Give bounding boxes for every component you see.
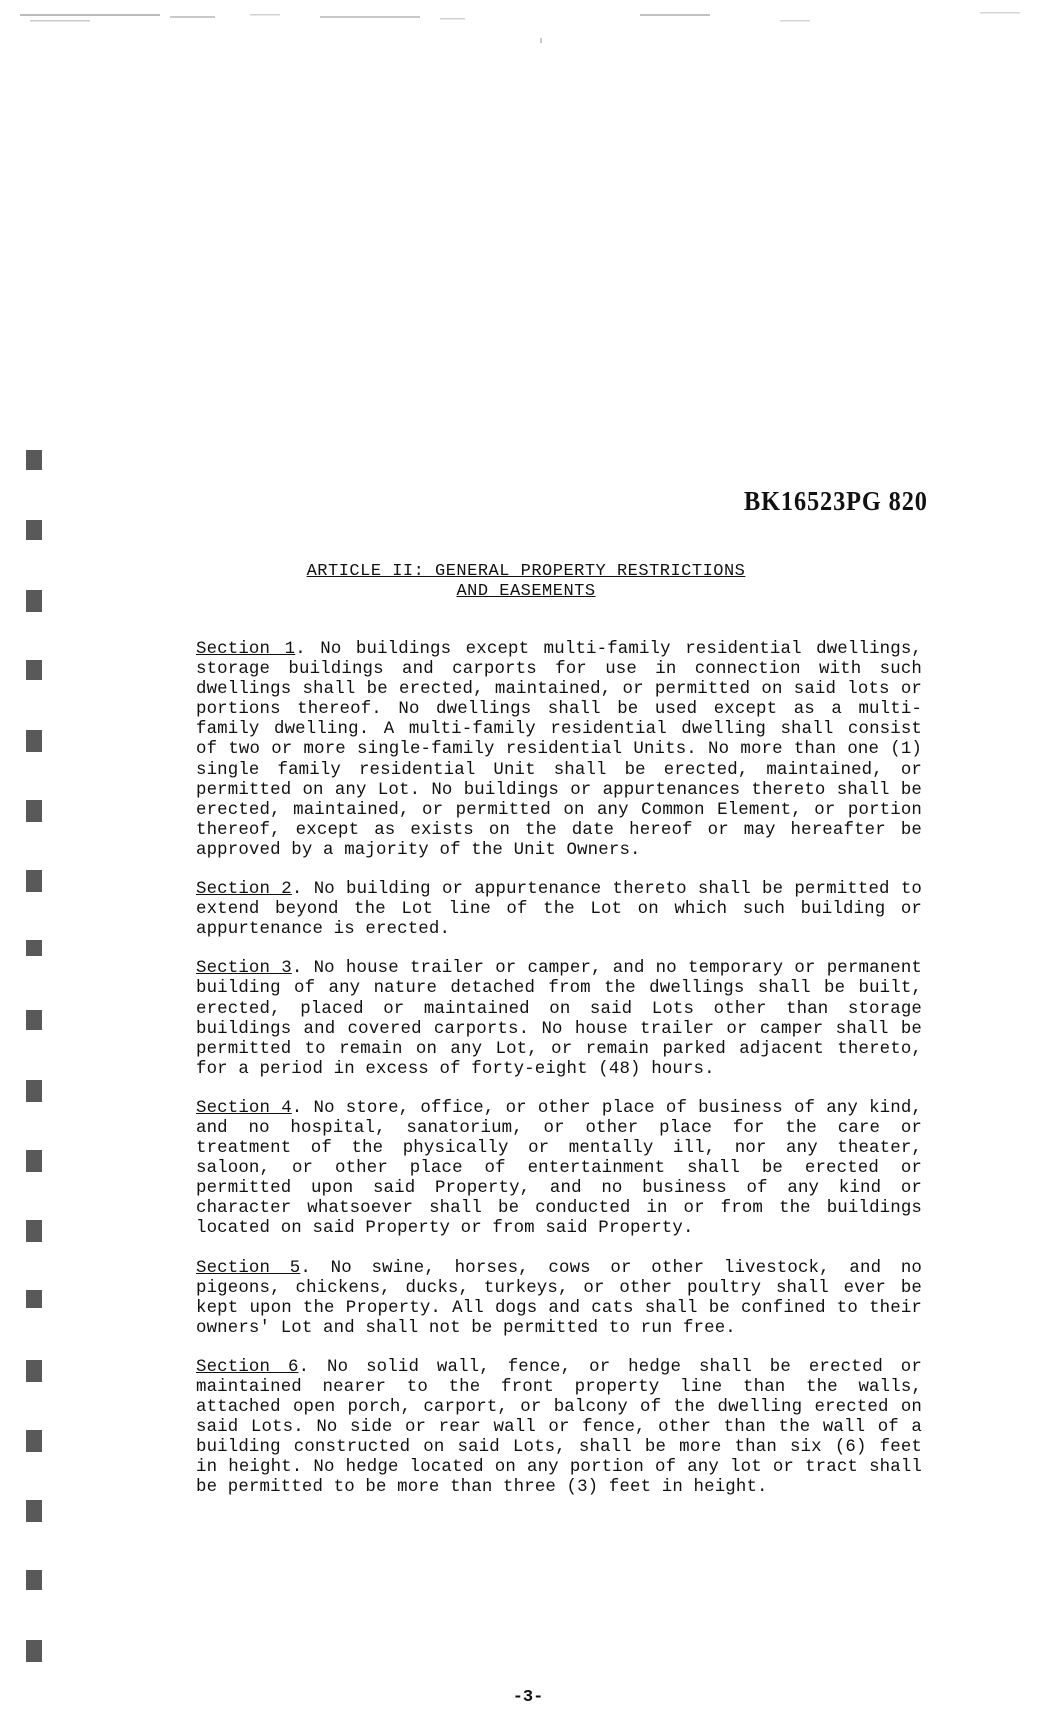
section-5: Section 5. No swine, horses, cows or other livestock, and no pigeons, chickens, ducks, turkeys, or other poultry shall ever be kept upon the Property. All dogs and cats shall be confined to their owners' Lot and shall not be permitted to run free. [196,1258,922,1338]
section-body: No building or appurtenance thereto shall be permitted to extend beyond the Lot line of the Lot on which such building or appurtenance is erected. [196,880,922,940]
section-heading: Section 5 [196,1258,301,1278]
sections-list [196,640,922,1518]
section-3: Section 3. No house trailer or camper, and no temporary or permanent building of any nature detached from the dwellings shall be built, erected, placed or maintained on said Lots other than storage buildings and covered carports. No house trailer or camper shall be permitted to remain on any Lot, or remain parked adjacent thereto, for a period in excess of forty-eight (48) hours. [196,959,922,1079]
section-body: No store, office, or other place of business of any kind, and no hospital, sanatorium, or other place for the care or treatment of the physically or mentally ill, nor any theater, saloon, or other place of entertainment shall be erected or permitted upon said Property, and no business of any kind or character whatsoever shall be conducted in or from the buildings located on said Property or from said Property. [196,1098,922,1239]
scan-noise-top [20,8,1030,48]
article-title-line-2: AND EASEMENTS [456,582,596,601]
section-6: Section 6. No solid wall, fence, or hedge shall be erected or maintained nearer to the front property line than the walls, attached open porch, carport, or balcony of the dwelling erected on said Lots. No side or rear wall or fence, other than the wall of a building constructed on said Lots, shall be more than six (6) feet in height. No hedge located on any portion of any lot or tract shall be permitted to be more than three (3) feet in height. [196,1357,922,1498]
section-4: Section 4. No store, office, or other place of business of any kind, and no hospital, sanatorium, or other place for the care or treatment of the physically or mentally ill, nor any theater, saloon, or other place of entertainment shall be erected or permitted upon said Property, and no business of any kind or character whatsoever shall be conducted in or from the buildings located on said Property or from said Property. [196,1098,922,1239]
section-body: No swine, horses, cows or other livestock, and no pigeons, chickens, ducks, turkeys, or other poultry shall ever be kept upon the Property. All dogs and cats shall be confined to their owners' Lot and shall not be permitted to run free. [196,1258,922,1338]
section-body: No solid wall, fence, or hedge shall be erected or maintained nearer to the front property line than the walls, attached open porch, carport, or balcony of the dwelling erected on said Lots. No side or rear wall or fence, other than the wall of a building constructed on said Lots, shall be more than six (6) feet in height. No hedge located on any portion of any lot or tract shall be permitted to be more than three (3) feet in height. [196,1357,922,1498]
section-heading: Section 1 [196,640,296,659]
section-heading: Section 2 [196,880,292,900]
section-1: Section 1. No buildings except multi-family residential dwellings, storage buildings and carports for use in connection with such dwellings shall be erected, maintained, or permitted on said lots or portions thereof. No dwellings shall be used except as a multi-family dwelling. A multi-family residential dwelling shall consist of two or more single-family residential Units. No more than one (1) single family residential Unit shall be erected, maintained, or permitted on any Lot. No buildings or appurtenances thereto shall be erected, maintained, or permitted on any Common Element, or portion thereof, except as exists on the date hereof or may hereafter be approved by a majority of the Unit Owners. [196,640,922,860]
section-heading: Section 6 [196,1357,299,1377]
section-heading: Section 3 [196,959,292,979]
article-title [266,562,786,602]
margin-filing-marks [26,450,48,1700]
section-heading: Section 4 [196,1098,292,1118]
article-title-line-1: ARTICLE II: GENERAL PROPERTY RESTRICTIONS [306,562,746,581]
book-page-stamp: BK16523PG 820 [744,486,928,516]
section-body: No buildings except multi-family residential dwellings, storage buildings and carports for use in connection with such dwellings shall be erected, maintained, or permitted on said lots or portions thereof. No dwellings shall be used except as a multi-family dwelling. A multi-family residential dwelling shall consist of two or more single-family residential Units. No more than one (1) single family residential Unit shall be erected, maintained, or permitted on any Lot. No buildings or appurtenances thereto shall be erected, maintained, or permitted on any Common Element, or portion thereof, except as exists on the date hereof or may hereafter be approved by a majority of the Unit Owners. [196,640,922,860]
section-2: Section 2. No building or appurtenance thereto shall be permitted to extend beyond the Lot line of the Lot on which such building or appurtenance is erected. [196,880,922,940]
section-body: No house trailer or camper, and no temporary or permanent building of any nature detached from the dwellings shall be built, erected, placed or maintained on said Lots other than storage buildings and covered carports. No house trailer or camper shall be permitted to remain on any Lot, or remain parked adjacent thereto, for a period in excess of forty-eight (48) hours. [196,959,922,1079]
page-number: -3- [512,1688,544,1707]
